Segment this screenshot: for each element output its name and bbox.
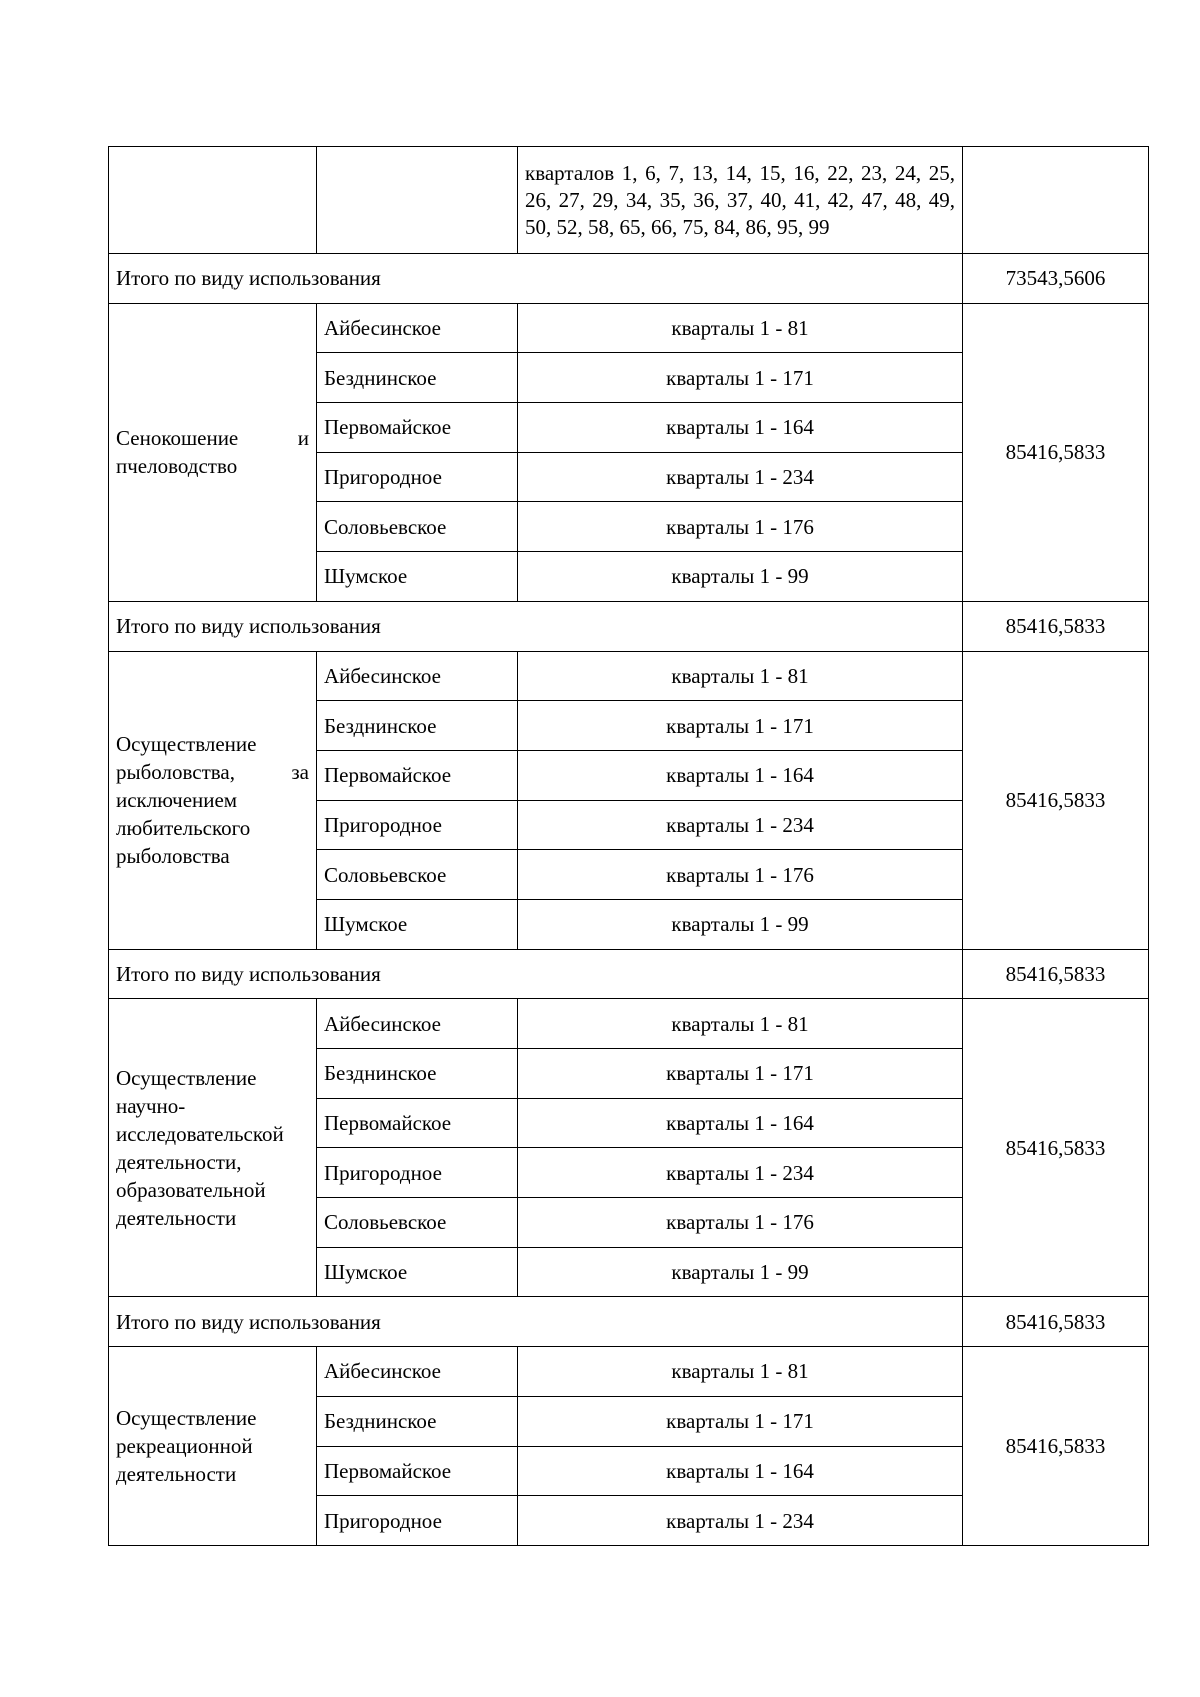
forestry-cell: Безднинское — [317, 1396, 518, 1446]
empty-area-cell — [963, 147, 1149, 254]
forestry-cell: Соловьевское — [317, 1198, 518, 1248]
forestry-cell: Безднинское — [317, 353, 518, 403]
total-value: 85416,5833 — [963, 1297, 1149, 1347]
forestry-cell: Безднинское — [317, 1049, 518, 1099]
total-value: 73543,5606 — [963, 254, 1149, 304]
forestry-cell: Шумское — [317, 899, 518, 949]
quarters-cell: кварталы 1 - 81 — [518, 1347, 963, 1397]
usage-type-cell: Сенокошение и пчеловодство — [109, 303, 317, 601]
quarters-cell: кварталы 1 - 81 — [518, 999, 963, 1049]
area-cell: 85416,5833 — [963, 1347, 1149, 1546]
area-cell: 85416,5833 — [963, 651, 1149, 949]
quarters-cell: кварталы 1 - 164 — [518, 1446, 963, 1496]
forestry-cell: Айбесинское — [317, 651, 518, 701]
quarters-cell: кварталы 1 - 234 — [518, 452, 963, 502]
forestry-cell: Пригородное — [317, 800, 518, 850]
quarters-cell: кварталы 1 - 171 — [518, 1049, 963, 1099]
quarters-cell: кварталы 1 - 234 — [518, 1148, 963, 1198]
quarters-cell: кварталы 1 - 171 — [518, 1396, 963, 1446]
area-cell: 85416,5833 — [963, 303, 1149, 601]
quarters-cell: кварталы 1 - 176 — [518, 850, 963, 900]
forestry-cell: Шумское — [317, 552, 518, 602]
table-row — [109, 651, 1149, 701]
quarters-cell: кварталы 1 - 234 — [518, 800, 963, 850]
quarters-cell: кварталы 1 - 234 — [518, 1496, 963, 1546]
table-row — [109, 303, 1149, 353]
quarters-cell: кварталы 1 - 81 — [518, 651, 963, 701]
empty-usage-cell — [109, 147, 317, 254]
total-value: 85416,5833 — [963, 949, 1149, 999]
forestry-cell: Пригородное — [317, 452, 518, 502]
usage-type-cell: Осуществление научно-исследовательской деятельности, образовательной деятельности — [109, 999, 317, 1297]
quarters-cell: кварталы 1 - 171 — [518, 701, 963, 751]
quarters-list-cell: кварталов 1, 6, 7, 13, 14, 15, 16, 22, 23, 24, 25, 26, 27, 29, 34, 35, 36, 37, 40, 41, 42, 47, 48, 49, 50, 52, 58, 65, 66, 75, 84, 86, 95, 99 — [518, 147, 963, 254]
total-label: Итого по виду использования — [109, 601, 963, 651]
usage-type-cell: Осуществление рекреационной деятельности — [109, 1347, 317, 1546]
quarters-cell: кварталы 1 - 164 — [518, 403, 963, 453]
forestry-cell: Пригородное — [317, 1496, 518, 1546]
quarters-cell: кварталы 1 - 164 — [518, 750, 963, 800]
total-row — [109, 601, 1149, 651]
quarters-cell: кварталы 1 - 99 — [518, 1247, 963, 1297]
forest-usage-table — [108, 146, 1149, 1546]
continuation-row — [109, 147, 1149, 254]
forestry-cell: Соловьевское — [317, 850, 518, 900]
quarters-cell: кварталы 1 - 99 — [518, 552, 963, 602]
forestry-cell: Первомайское — [317, 1446, 518, 1496]
total-row — [109, 949, 1149, 999]
total-row — [109, 1297, 1149, 1347]
forestry-cell: Айбесинское — [317, 999, 518, 1049]
area-cell: 85416,5833 — [963, 999, 1149, 1297]
total-value: 85416,5833 — [963, 601, 1149, 651]
forestry-cell: Первомайское — [317, 750, 518, 800]
forestry-cell: Пригородное — [317, 1148, 518, 1198]
total-label: Итого по виду использования — [109, 949, 963, 999]
quarters-cell: кварталы 1 - 81 — [518, 303, 963, 353]
forestry-cell: Айбесинское — [317, 1347, 518, 1397]
quarters-cell: кварталы 1 - 176 — [518, 1198, 963, 1248]
quarters-cell: кварталы 1 - 164 — [518, 1098, 963, 1148]
quarters-cell: кварталы 1 - 176 — [518, 502, 963, 552]
total-label: Итого по виду использования — [109, 1297, 963, 1347]
forestry-cell: Первомайское — [317, 403, 518, 453]
empty-forestry-cell — [317, 147, 518, 254]
table-row — [109, 999, 1149, 1049]
quarters-cell: кварталы 1 - 171 — [518, 353, 963, 403]
usage-type-cell: Осуществление рыболовства, за исключением любительского рыболовства — [109, 651, 317, 949]
table-row — [109, 1347, 1149, 1397]
total-label: Итого по виду использования — [109, 254, 963, 304]
forestry-cell: Айбесинское — [317, 303, 518, 353]
total-row — [109, 254, 1149, 304]
quarters-cell: кварталы 1 - 99 — [518, 899, 963, 949]
forestry-cell: Первомайское — [317, 1098, 518, 1148]
forestry-cell: Соловьевское — [317, 502, 518, 552]
forestry-cell: Безднинское — [317, 701, 518, 751]
forestry-cell: Шумское — [317, 1247, 518, 1297]
